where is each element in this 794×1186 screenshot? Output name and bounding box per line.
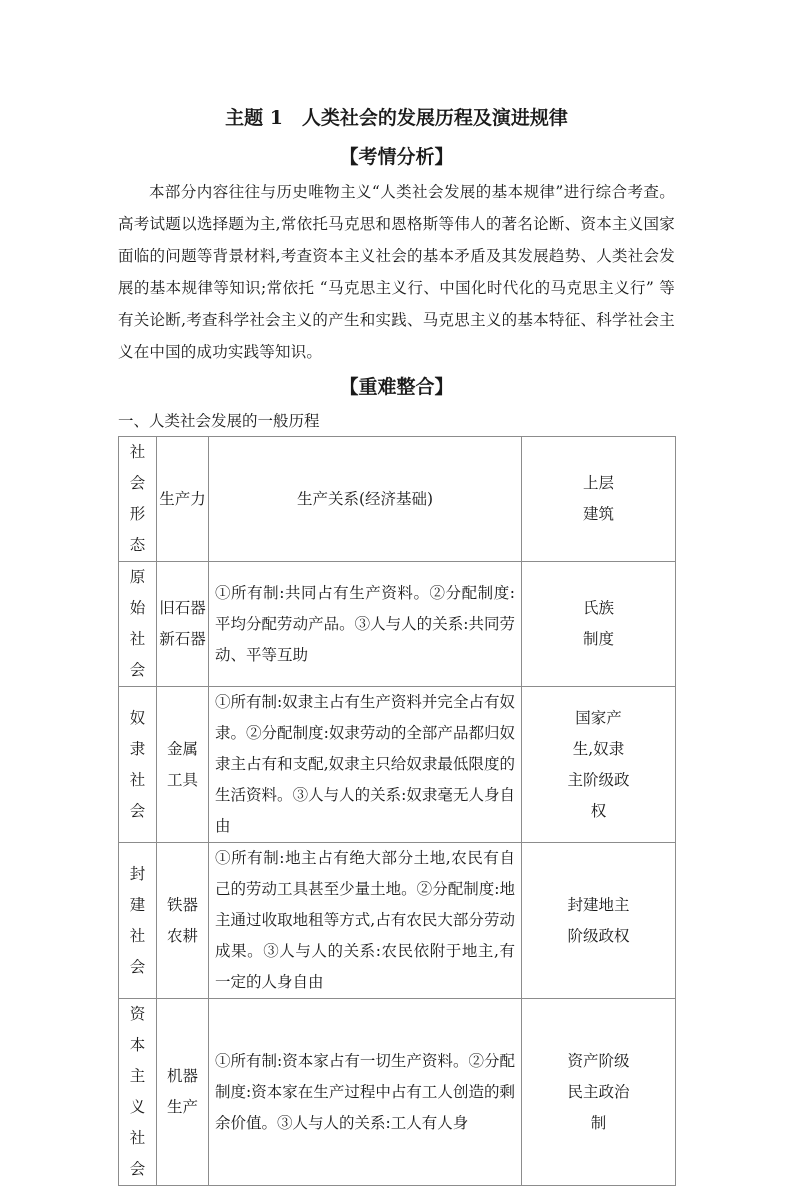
row-social-form (119, 999, 157, 1186)
analysis-heading: 【考情分析】 (339, 146, 454, 168)
row-productivity (157, 687, 209, 843)
row-superstructure-text: 资产阶级民主政治制 (567, 1051, 630, 1132)
row-relations: ①所有制:资本家占有一切生产资料。②分配制度:资本家在生产过程中占有工人创造的剩余价值。③人与人的关系:工人有人身 (209, 999, 522, 1186)
row-productivity-line1: 铁器 (166, 895, 198, 914)
row-superstructure-text: 封建地主阶级政权 (567, 895, 630, 945)
header-social-form-line1: 社会 (129, 443, 146, 492)
page-title: 主题 1 人类社会的发展历程及演进规律 (225, 107, 568, 129)
header-social-form-line2: 形态 (129, 505, 146, 554)
header-superstructure (522, 437, 676, 562)
header-superstructure-line1: 上层 (582, 474, 614, 492)
document-page (118, 98, 675, 1186)
row-social-form (119, 562, 157, 687)
table-subheading: 一、人类社会发展的一般历程 (118, 412, 320, 430)
table-row-capitalist (119, 999, 676, 1186)
row-superstructure (522, 562, 676, 687)
header-relations: 生产关系(经济基础) (209, 437, 522, 562)
row-superstructure-text: 国家产生,奴隶主阶级政权 (567, 708, 630, 820)
row-superstructure (522, 843, 676, 999)
row-productivity (157, 843, 209, 999)
row-social-form-line3: 社会 (129, 1129, 146, 1178)
row-social-form-line1: 原始 (129, 568, 146, 617)
header-superstructure-line2: 建筑 (582, 505, 614, 523)
header-productivity: 生产力 (157, 437, 209, 562)
row-productivity-line1: 金属 (166, 739, 198, 758)
social-development-table (118, 436, 676, 1186)
row-social-form-line2: 社会 (129, 926, 146, 976)
row-social-form-line2: 社会 (129, 770, 146, 820)
row-productivity-line1: 机器 (166, 1067, 198, 1085)
analysis-paragraph: 本部分内容往往与历史唯物主义“人类社会发展的基本规律”进行综合考查。高考试题以选择题为主,常依托马克思和恩格斯等伟人的著名论断、资本主义国家面临的问题等背景材料,考查资本主义社会的基本矛盾及其发展趋势、人类社会发展的基本规律等知识;常依托 “马克思主义行、中国化时代化的马克思主义行” 等有关论断,考查科学社会主义的产生和实践、马克思主义的基本特征、科学社会主义在中国的成功实践等知识。 (118, 183, 675, 361)
header-social-form (119, 437, 157, 562)
row-productivity (157, 999, 209, 1186)
table-row-feudal (119, 843, 676, 999)
row-productivity-line2: 工具 (166, 770, 198, 789)
table-row-slavery (119, 687, 676, 843)
row-relations: ①所有制:地主占有绝大部分土地,农民有自己的劳动工具甚至少量土地。②分配制度:地主通过收取地租等方式,占有农民大部分劳动成果。③人与人的关系:农民依附于地主,有一定的人身自由 (209, 843, 522, 999)
table-header-row (119, 437, 676, 562)
integration-heading: 【重难整合】 (339, 376, 454, 398)
row-social-form (119, 687, 157, 843)
row-productivity-line2: 新石器 (159, 630, 206, 648)
row-social-form-line2: 社会 (129, 630, 146, 679)
row-social-form-line1: 资本 (129, 1005, 146, 1054)
row-social-form-line1: 奴隶 (129, 708, 146, 758)
row-productivity-line1: 旧石器 (159, 599, 206, 617)
row-superstructure-text: 氏族制度 (583, 599, 615, 648)
table-row-primitive (119, 562, 676, 687)
row-social-form-line2: 主义 (129, 1067, 146, 1116)
row-superstructure (522, 999, 676, 1186)
row-productivity (157, 562, 209, 687)
row-superstructure (522, 687, 676, 843)
row-social-form-line1: 封建 (129, 864, 146, 914)
row-productivity-line2: 农耕 (166, 926, 198, 945)
row-relations: ①所有制:共同占有生产资料。②分配制度:平均分配劳动产品。③人与人的关系:共同劳动、平等互助 (209, 562, 522, 687)
row-relations: ①所有制:奴隶主占有生产资料并完全占有奴隶。②分配制度:奴隶劳动的全部产品都归奴隶主占有和支配,奴隶主只给奴隶最低限度的生活资料。③人与人的关系:奴隶毫无人身自由 (209, 687, 522, 843)
row-productivity-line2: 生产 (166, 1098, 198, 1116)
row-social-form (119, 843, 157, 999)
